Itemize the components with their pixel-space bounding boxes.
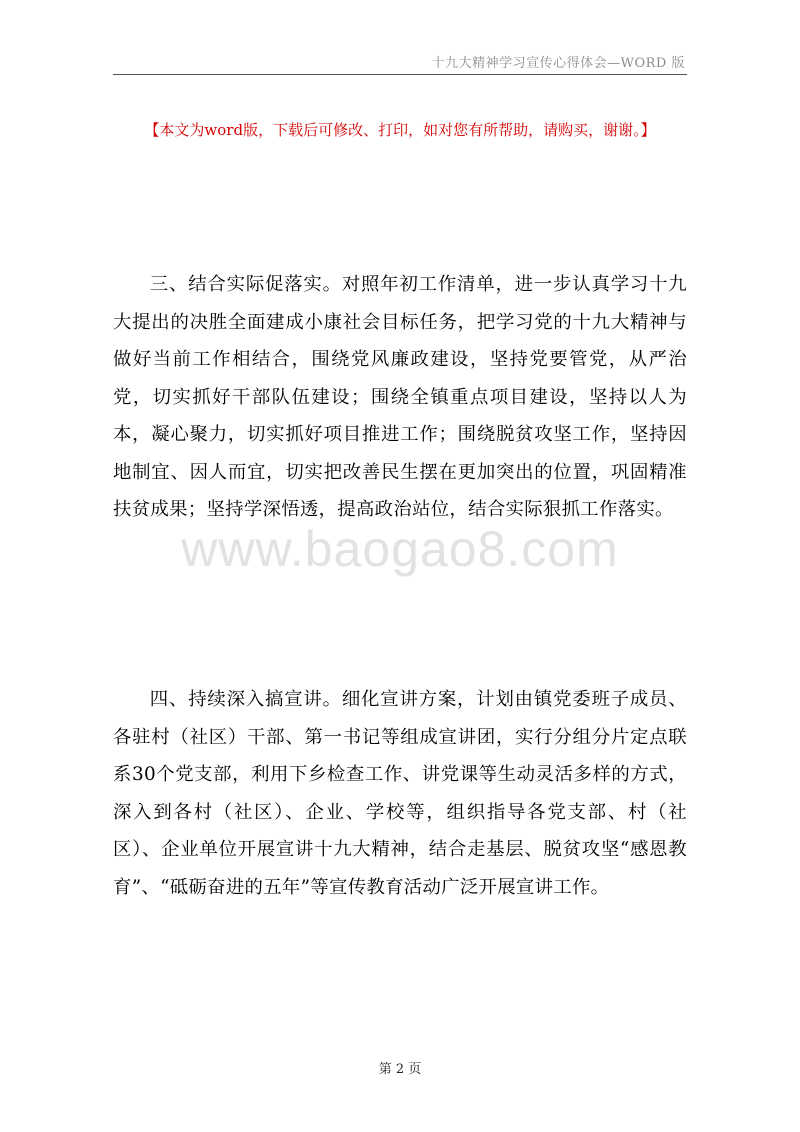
- running-header: 十九大精神学习宣传心得体会—WORD 版: [431, 56, 685, 71]
- paragraph-section-three: 三、结合实际促落实。对照年初工作清单，进一步认真学习十九大提出的决胜全面建成小康社会目标任务，把学习党的十九大精神与做好当前工作相结合，围绕党风廉政建设，坚持党要管党，从严治党，切实抓好干部队伍建设；围绕全镇重点项目建设，坚持以人为本，凝心聚力，切实抓好项目推进工作；围绕脱贫攻坚工作，坚持因地制宜、因人而宜，切实把改善民生摆在更加突出的位置，巩固精准扶贫成果；坚持学深悟透，提高政治站位，结合实际狠抓工作落实。: [113, 274, 687, 521]
- page-number: 第 2 页: [378, 1062, 422, 1077]
- watermark: www.baogao8.com: [181, 521, 619, 577]
- purchase-notice: 【本文为word版，下载后可修改、打印，如对您有所帮助，请购买，谢谢。】: [144, 121, 656, 139]
- paragraph-section-four: 四、持续深入搞宣讲。细化宣讲方案，计划由镇党委班子成员、各驻村（社区）干部、第一书记等组成宣讲团，实行分组分片定点联系30个党支部，利用下乡检查工作、讲党课等生动灵活多样的方式，深入到各村（社区）、企业、学校等，组织指导各党支部、村（社区）、企业单位开展宣讲十九大精神，结合走基层、脱贫攻坚“感恩教育”、“砥砺奋进的五年”等宣传教育活动广泛开展宣讲工作。: [113, 689, 687, 898]
- header-divider: [113, 74, 687, 75]
